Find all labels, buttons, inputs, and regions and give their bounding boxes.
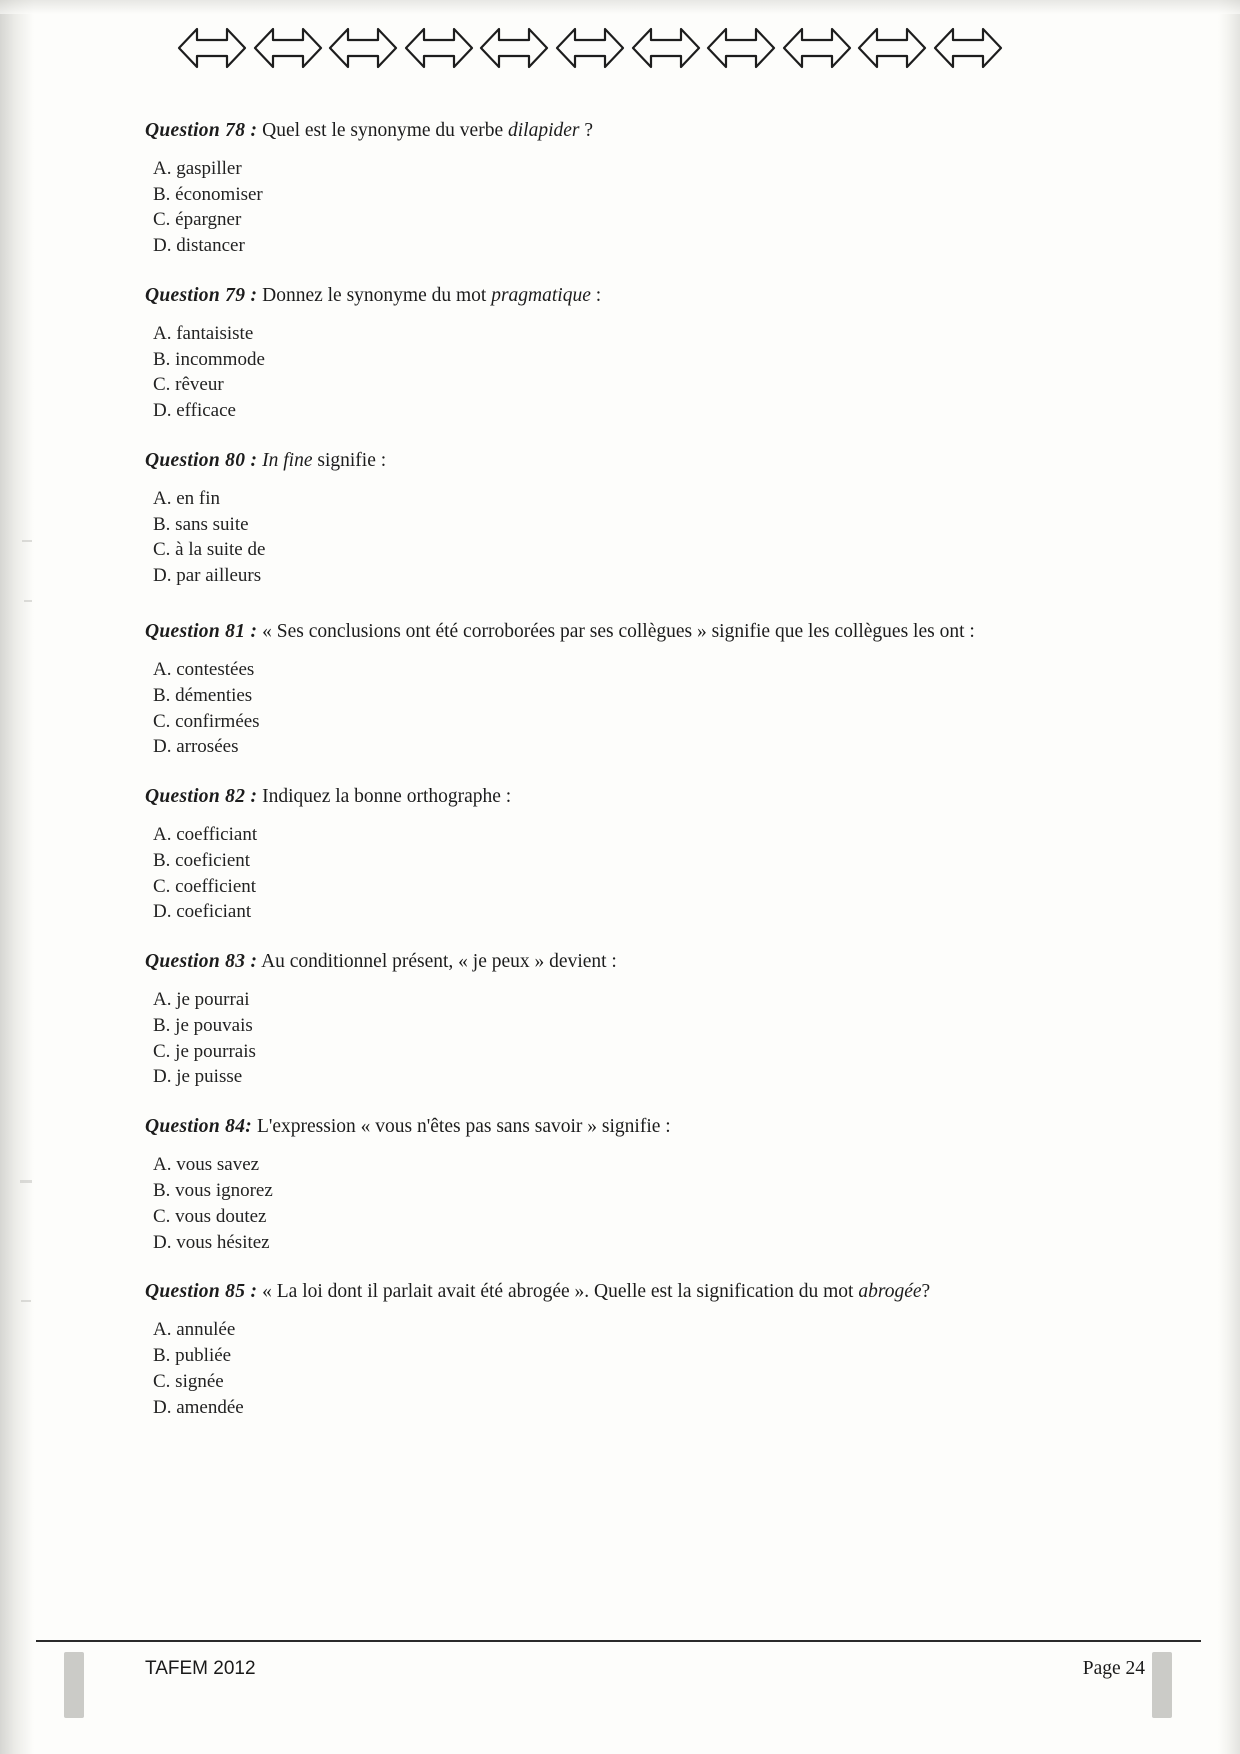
binding-mark-right bbox=[1152, 1652, 1172, 1718]
option-item[interactable]: C. épargner bbox=[153, 209, 242, 231]
option-list bbox=[145, 822, 1095, 925]
option-item[interactable]: A. fantaisiste bbox=[153, 322, 254, 344]
option-item[interactable]: C. signée bbox=[153, 1370, 224, 1392]
option-item[interactable]: A. je pourrai bbox=[153, 988, 250, 1010]
option-item[interactable]: D. coeficiant bbox=[153, 901, 252, 923]
option-item[interactable]: A. en fin bbox=[153, 487, 221, 509]
footer-divider bbox=[36, 1640, 1201, 1642]
double-arrow-icon bbox=[251, 25, 325, 71]
option-item[interactable]: B. coeficient bbox=[153, 849, 251, 871]
scan-speck bbox=[20, 1180, 32, 1183]
question-prompt-before: Quel est le synonyme du verbe bbox=[262, 120, 508, 141]
question-prompt-before: Au conditionnel présent, « je peux » devient : bbox=[261, 951, 617, 973]
option-item[interactable]: B. sans suite bbox=[153, 513, 249, 535]
question-prompt-italic: pragmatique bbox=[491, 285, 591, 307]
page-footer bbox=[145, 1658, 1145, 1680]
option-list bbox=[145, 156, 1095, 259]
double-arrow-icon bbox=[629, 25, 703, 71]
question-label: Question 79 : bbox=[145, 285, 258, 307]
scan-speck bbox=[21, 1300, 31, 1302]
scan-speck bbox=[22, 540, 32, 542]
question-text bbox=[145, 1114, 1095, 1140]
option-item[interactable]: A. coefficiant bbox=[153, 823, 258, 845]
footer-page-number: Page 24 bbox=[1082, 1658, 1145, 1679]
option-item[interactable]: C. confirmées bbox=[153, 710, 260, 732]
option-item[interactable]: C. à la suite de bbox=[153, 539, 266, 561]
double-arrow-icon bbox=[175, 25, 249, 71]
option-item[interactable]: D. distancer bbox=[153, 235, 245, 257]
scan-edge-right bbox=[1218, 0, 1240, 1754]
question-prompt-before: L'expression « vous n'êtes pas sans savoir » signifie : bbox=[256, 1116, 671, 1138]
scan-edge-top bbox=[0, 0, 1240, 14]
question-label: Question 82 : bbox=[145, 786, 258, 808]
option-item[interactable]: A. contestées bbox=[153, 658, 255, 680]
option-item[interactable]: B. démenties bbox=[153, 684, 253, 706]
scan-edge-left bbox=[0, 0, 34, 1754]
question-block bbox=[145, 448, 1095, 589]
option-item[interactable]: D. par ailleurs bbox=[153, 565, 262, 587]
option-item[interactable]: D. je puisse bbox=[153, 1066, 243, 1088]
question-text bbox=[145, 784, 1095, 810]
question-label: Question 78 : bbox=[145, 120, 258, 141]
question-prompt-italic: In fine bbox=[262, 450, 313, 472]
question-text bbox=[145, 448, 1095, 474]
question-text bbox=[145, 283, 1095, 309]
scan-speck bbox=[24, 600, 32, 602]
option-list bbox=[145, 486, 1095, 589]
question-block bbox=[145, 619, 1095, 760]
questions-container bbox=[145, 118, 1095, 1438]
binding-mark-left bbox=[64, 1652, 84, 1718]
option-list bbox=[145, 1152, 1095, 1255]
option-item[interactable]: B. vous ignorez bbox=[153, 1179, 273, 1201]
question-prompt-before: Donnez le synonyme du mot bbox=[262, 285, 492, 307]
question-prompt-before: « La loi dont il parlait avait été abrogée ». Quelle est la signification du mot bbox=[262, 1281, 859, 1303]
option-item[interactable]: D. vous hésitez bbox=[153, 1231, 270, 1253]
option-item[interactable]: A. vous savez bbox=[153, 1154, 260, 1176]
question-prompt-before: Indiquez la bonne orthographe : bbox=[262, 786, 512, 808]
option-item[interactable]: B. incommode bbox=[153, 348, 265, 370]
option-item[interactable]: C. rêveur bbox=[153, 374, 224, 396]
option-item[interactable]: B. publiée bbox=[153, 1344, 232, 1366]
question-label: Question 81 : bbox=[145, 621, 258, 643]
question-prompt-before: « Ses conclusions ont été corroborées par ses collègues » signifie que les collègues les ont : bbox=[262, 621, 975, 643]
question-block bbox=[145, 784, 1095, 925]
option-item[interactable]: D. efficace bbox=[153, 400, 236, 422]
question-text bbox=[145, 118, 1095, 144]
question-block bbox=[145, 1114, 1095, 1255]
double-arrow-icon bbox=[704, 25, 778, 71]
double-arrow-icon bbox=[477, 25, 551, 71]
option-item[interactable]: A. annulée bbox=[153, 1319, 236, 1341]
question-block bbox=[145, 949, 1095, 1090]
question-text bbox=[145, 949, 1095, 975]
question-block bbox=[145, 1279, 1095, 1420]
question-label: Question 83 : bbox=[145, 951, 258, 973]
option-item[interactable]: D. arrosées bbox=[153, 736, 239, 758]
option-item[interactable]: C. je pourrais bbox=[153, 1040, 256, 1062]
question-prompt-after: signifie : bbox=[312, 450, 387, 472]
option-list bbox=[145, 1317, 1095, 1420]
question-label: Question 85 : bbox=[145, 1281, 258, 1303]
question-prompt-italic: dilapider bbox=[507, 120, 580, 141]
question-prompt-after: ? bbox=[579, 120, 594, 141]
question-prompt-after: ? bbox=[921, 1281, 931, 1303]
option-list bbox=[145, 987, 1095, 1090]
option-item[interactable]: B. économiser bbox=[153, 183, 263, 205]
option-item[interactable]: A. gaspiller bbox=[153, 157, 242, 179]
option-list bbox=[145, 657, 1095, 760]
question-prompt-italic: abrogée bbox=[858, 1281, 922, 1303]
question-text bbox=[145, 619, 1095, 645]
double-arrow-icon bbox=[326, 25, 400, 71]
header-arrow-band bbox=[175, 18, 1005, 78]
double-arrow-icon bbox=[402, 25, 476, 71]
option-item[interactable]: B. je pouvais bbox=[153, 1014, 253, 1036]
double-arrow-icon bbox=[553, 25, 627, 71]
question-block bbox=[145, 283, 1095, 424]
option-item[interactable]: D. amendée bbox=[153, 1396, 244, 1418]
option-list bbox=[145, 321, 1095, 424]
question-block bbox=[145, 118, 1095, 259]
option-item[interactable]: C. coefficient bbox=[153, 875, 257, 897]
double-arrow-icon bbox=[931, 25, 1005, 71]
question-label: Question 80 : bbox=[145, 450, 258, 472]
option-item[interactable]: C. vous doutez bbox=[153, 1205, 267, 1227]
double-arrow-icon bbox=[780, 25, 854, 71]
footer-exam-label: TAFEM 2012 bbox=[145, 1658, 256, 1679]
question-prompt-after: : bbox=[590, 285, 602, 307]
double-arrow-icon bbox=[855, 25, 929, 71]
question-text bbox=[145, 1279, 1095, 1305]
question-label: Question 84: bbox=[145, 1116, 253, 1138]
